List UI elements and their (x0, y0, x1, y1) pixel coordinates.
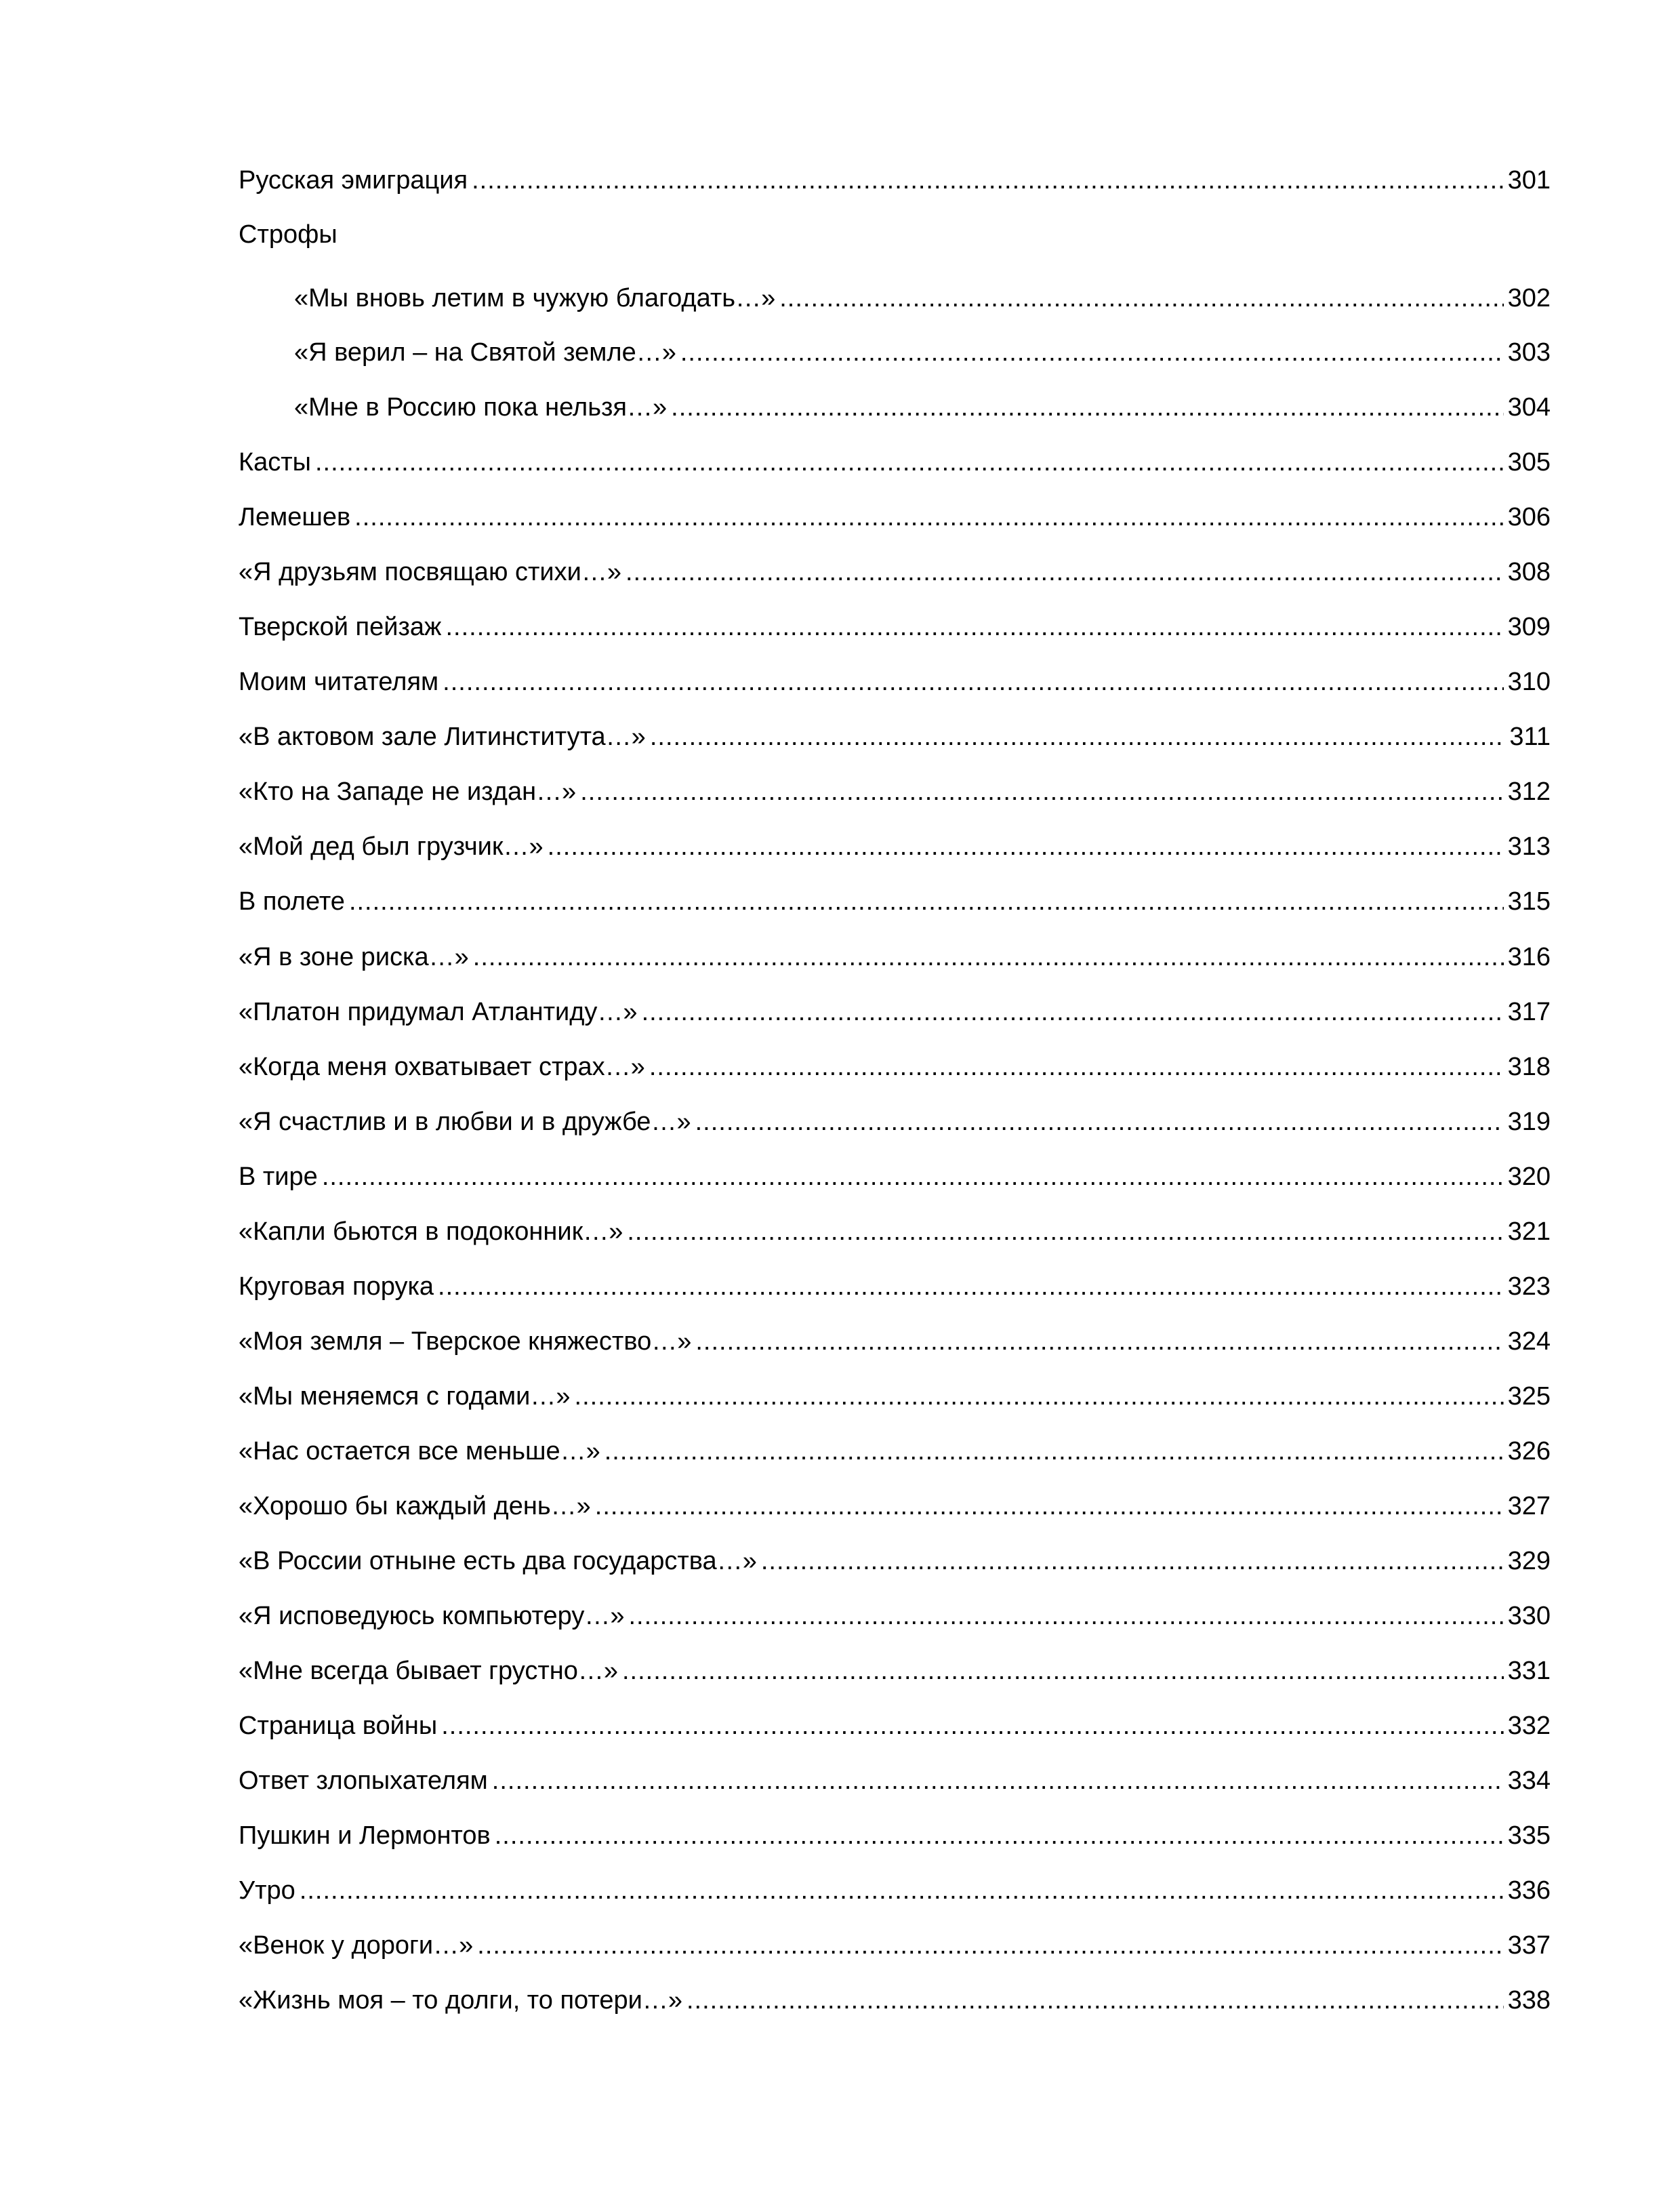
toc-entry-title: «Жизнь моя – то долги, то потери…» (239, 1986, 682, 2015)
toc-entry[interactable] (239, 1321, 1551, 1362)
toc-entry[interactable] (239, 1376, 1551, 1417)
toc-entry-page: 304 (1507, 393, 1551, 422)
toc-entry-title: В полете (239, 887, 345, 916)
toc-entry-title: «В актовом зале Литинститута…» (239, 723, 646, 751)
dot-leader (580, 771, 1503, 812)
dot-leader (761, 1541, 1504, 1581)
toc-entry-page: 302 (1507, 284, 1551, 312)
toc-entry-title: «Платон придумал Атлантиду…» (239, 998, 638, 1026)
toc-entry[interactable] (239, 1925, 1551, 1966)
toc-entry-title: «Я друзьям посвящаю стихи…» (239, 558, 621, 586)
toc-entry[interactable] (239, 1047, 1551, 1087)
toc-entry-page: 312 (1507, 777, 1551, 806)
toc-entry-page: 310 (1507, 668, 1551, 696)
toc-entry-title: «Мы меняемся с годами…» (239, 1382, 571, 1411)
dot-leader (595, 1486, 1504, 1527)
toc-entry-title: Лемешев (239, 503, 351, 531)
toc-entry-page: 323 (1507, 1272, 1551, 1301)
toc-entry-page: 329 (1507, 1547, 1551, 1575)
dot-leader (649, 1047, 1504, 1087)
dot-leader (605, 1431, 1504, 1472)
toc-entry-title: В тире (239, 1163, 318, 1191)
toc-entry[interactable] (239, 1596, 1551, 1636)
toc-entry[interactable] (239, 881, 1551, 922)
toc-entry-title: Моим читателям (239, 668, 439, 696)
dot-leader (315, 442, 1504, 483)
dot-leader (472, 160, 1504, 201)
dot-leader (628, 1596, 1503, 1636)
toc-entry-page: 306 (1507, 503, 1551, 531)
toc-entry-page: 331 (1507, 1657, 1551, 1685)
toc-entry-title: «Я в зоне риска…» (239, 943, 469, 971)
toc-entry-page: 303 (1507, 338, 1551, 367)
dot-leader (626, 552, 1504, 592)
toc-entry-title: «Нас остается все меньше…» (239, 1437, 600, 1466)
toc-entry-title: «Венок у дороги…» (239, 1931, 474, 1960)
toc-entry-title: «Моя земля – Тверское княжество…» (239, 1327, 692, 1356)
toc-entry-title: Страница войны (239, 1712, 438, 1740)
toc-entry[interactable] (239, 160, 1551, 201)
toc-entry[interactable] (239, 1705, 1551, 1746)
toc-entry-page: 309 (1507, 613, 1551, 641)
dot-leader (495, 1815, 1504, 1856)
dot-leader (680, 332, 1504, 373)
toc-entry-title: «Мне всегда бывает грустно…» (239, 1657, 618, 1685)
toc-entry-page: 337 (1507, 1931, 1551, 1960)
dot-leader (650, 716, 1506, 757)
dot-leader (622, 1651, 1504, 1691)
toc-section-heading: Строфы (239, 220, 337, 249)
dot-leader (349, 881, 1504, 922)
dot-leader (322, 1156, 1504, 1197)
toc-entry-title: Пушкин и Лермонтов (239, 1821, 491, 1850)
toc-entry-title: «Я счастлив и в любви и в дружбе…» (239, 1108, 691, 1136)
toc-entry[interactable] (239, 1980, 1551, 2021)
dot-leader (695, 1321, 1503, 1362)
toc-entry-page: 324 (1507, 1327, 1551, 1356)
dot-leader (575, 1376, 1504, 1417)
toc-entry[interactable] (239, 387, 1551, 428)
toc-entry-title: «Когда меня охватывает страх…» (239, 1053, 645, 1081)
dot-leader (687, 1980, 1504, 2021)
toc-entry-page: 316 (1507, 943, 1551, 971)
toc-entry-page: 301 (1507, 166, 1551, 195)
toc-entry[interactable] (239, 771, 1551, 812)
dot-leader (445, 607, 1503, 647)
toc-entry[interactable] (239, 1431, 1551, 1472)
dot-leader (671, 387, 1503, 428)
toc-entry[interactable] (239, 716, 1551, 757)
dot-leader (438, 1266, 1504, 1307)
toc-entry-page: 335 (1507, 1821, 1551, 1850)
toc-entry-page: 319 (1507, 1108, 1551, 1136)
toc-entry-title: «Капли бьются в подоконник…» (239, 1217, 623, 1246)
toc-entry[interactable] (239, 1760, 1551, 1801)
toc-entry-title: Утро (239, 1876, 295, 1905)
toc-entry-title: «Я исповедуюсь компьютеру…» (239, 1602, 625, 1630)
dot-leader (443, 662, 1503, 702)
dot-leader (492, 1760, 1504, 1801)
toc-entry-page: 311 (1509, 723, 1551, 751)
toc-entry[interactable] (239, 278, 1551, 319)
toc-entry-title: «Кто на Западе не издан…» (239, 777, 577, 806)
toc-entry[interactable] (239, 992, 1551, 1032)
dot-leader (441, 1705, 1503, 1746)
toc-entry[interactable] (239, 1870, 1551, 1911)
toc-entry-title: «Мой дед был грузчик…» (239, 832, 544, 861)
toc-entry-title: «Я верил – на Святой земле…» (294, 338, 676, 367)
dot-leader (695, 1102, 1504, 1142)
toc-entry-page: 330 (1507, 1602, 1551, 1630)
toc-entry[interactable] (239, 607, 1551, 647)
toc-entry[interactable] (239, 937, 1551, 977)
toc-entry[interactable] (239, 1266, 1551, 1307)
dot-leader (642, 992, 1504, 1032)
toc-entry-page: 320 (1507, 1163, 1551, 1191)
toc-entry[interactable] (239, 1156, 1551, 1197)
toc-entry[interactable] (239, 1815, 1551, 1856)
toc-entry[interactable] (239, 662, 1551, 702)
toc-entry-page: 308 (1507, 558, 1551, 586)
toc-entry-title: «В России отныне есть два государства…» (239, 1547, 757, 1575)
toc-entry[interactable] (239, 552, 1551, 592)
toc-entry[interactable] (239, 442, 1551, 483)
dot-leader (300, 1870, 1504, 1911)
toc-entry-page: 313 (1507, 832, 1551, 861)
toc-entry[interactable] (239, 1541, 1551, 1581)
toc-entry-page: 318 (1507, 1053, 1551, 1081)
toc-entry-page: 317 (1507, 998, 1551, 1026)
toc-entry[interactable] (239, 1102, 1551, 1142)
toc-entry-title: Ответ злопыхателям (239, 1766, 488, 1795)
toc-entry-page: 326 (1507, 1437, 1551, 1466)
dot-leader (473, 937, 1504, 977)
toc-entry-title: «Мы вновь летим в чужую благодать…» (294, 284, 776, 312)
toc-entry-title: Русская эмиграция (239, 166, 468, 195)
dot-leader (354, 497, 1503, 538)
toc-entry-page: 325 (1507, 1382, 1551, 1411)
toc-entry-title: «Мне в Россию пока нельзя…» (294, 393, 668, 422)
toc-entry-page: 336 (1507, 1876, 1551, 1905)
dot-leader (477, 1925, 1503, 1966)
toc-entry-page: 321 (1507, 1217, 1551, 1246)
toc-entry-page: 334 (1507, 1766, 1551, 1795)
toc-entry[interactable] (239, 332, 1551, 373)
toc-entry-page: 332 (1507, 1712, 1551, 1740)
toc-entry-title: Касты (239, 448, 311, 477)
toc-entry[interactable] (239, 1486, 1551, 1527)
toc-entry-page: 327 (1507, 1492, 1551, 1520)
toc-entry-title: Тверской пейзаж (239, 613, 442, 641)
toc-entry-title: «Хорошо бы каждый день…» (239, 1492, 591, 1520)
toc-entry-page: 338 (1507, 1986, 1551, 2015)
toc-entry[interactable] (239, 497, 1551, 538)
dot-leader (548, 826, 1504, 867)
toc-entry-page: 315 (1507, 887, 1551, 916)
toc-entry[interactable] (239, 826, 1551, 867)
toc-entry[interactable] (239, 1211, 1551, 1252)
dot-leader (627, 1211, 1503, 1252)
toc-entry-page: 305 (1507, 448, 1551, 477)
dot-leader (779, 278, 1503, 319)
toc-entry[interactable] (239, 1651, 1551, 1691)
toc-entry-title: Круговая порука (239, 1272, 434, 1301)
